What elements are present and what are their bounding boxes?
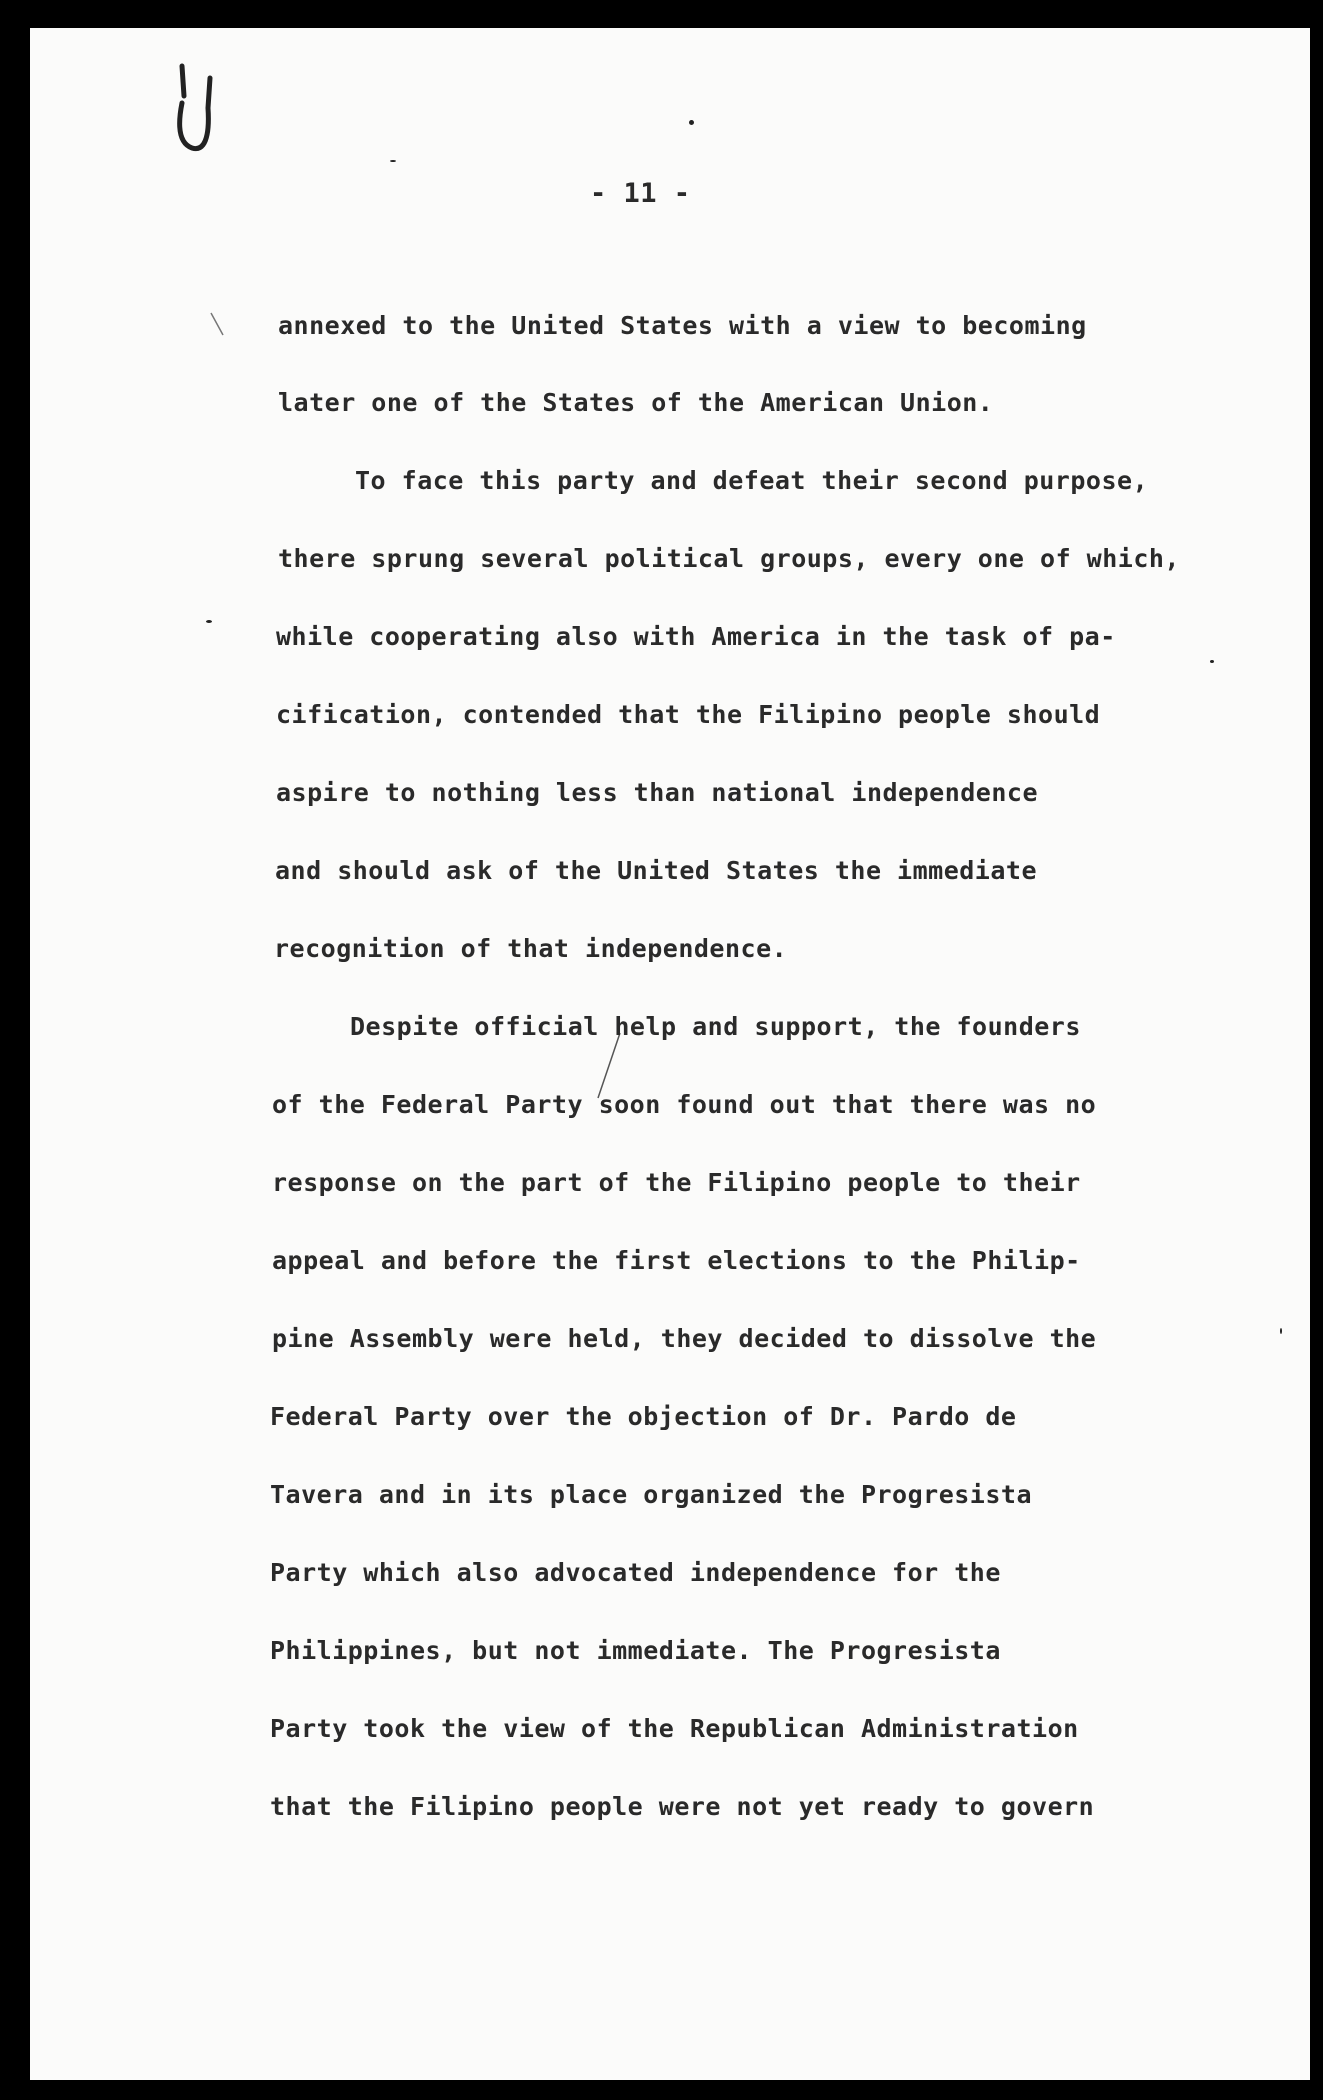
text-line: Philippines, but not immediate. The Progresista xyxy=(270,1636,1001,1665)
ink-speck xyxy=(1210,660,1214,663)
document-page xyxy=(30,28,1310,2080)
handwritten-mark xyxy=(170,48,230,158)
text-line: later one of the States of the American Union. xyxy=(278,388,994,417)
text-line: recognition of that independence. xyxy=(274,934,788,963)
text-line: Party which also advocated independence for the xyxy=(270,1558,1001,1587)
text-line: Federal Party over the objection of Dr. Pardo de xyxy=(270,1402,1017,1431)
text-line: Party took the view of the Republican Administration xyxy=(270,1714,1079,1743)
ink-speck xyxy=(206,620,212,623)
ink-speck xyxy=(689,120,694,125)
text-line: To face this party and defeat their second purpose, xyxy=(355,466,1149,495)
text-line: and should ask of the United States the immediate xyxy=(275,856,1038,885)
text-line: there sprung several political groups, every one of which, xyxy=(278,544,1180,573)
text-line: cification, contended that the Filipino people should xyxy=(276,700,1101,729)
text-line: annexed to the United States with a view to becoming xyxy=(278,311,1087,340)
ink-speck xyxy=(1280,1328,1282,1334)
text-line: of the Federal Party soon found out that there was no xyxy=(272,1090,1097,1119)
text-line: pine Assembly were held, they decided to dissolve the xyxy=(272,1324,1097,1353)
text-line: appeal and before the first elections to the Philip- xyxy=(272,1246,1081,1275)
ink-speck xyxy=(390,160,396,162)
page-number: - 11 - xyxy=(590,178,691,209)
text-line: Tavera and in its place organized the Progresista xyxy=(270,1480,1033,1509)
text-line: that the Filipino people were not yet ready to govern xyxy=(270,1792,1095,1821)
margin-tick-mark xyxy=(208,310,228,340)
text-line: while cooperating also with America in the task of pa- xyxy=(276,622,1116,651)
text-line: response on the part of the Filipino people to their xyxy=(272,1168,1081,1197)
text-line: Despite official help and support, the founders xyxy=(350,1012,1081,1041)
text-line: aspire to nothing less than national independence xyxy=(276,778,1039,807)
